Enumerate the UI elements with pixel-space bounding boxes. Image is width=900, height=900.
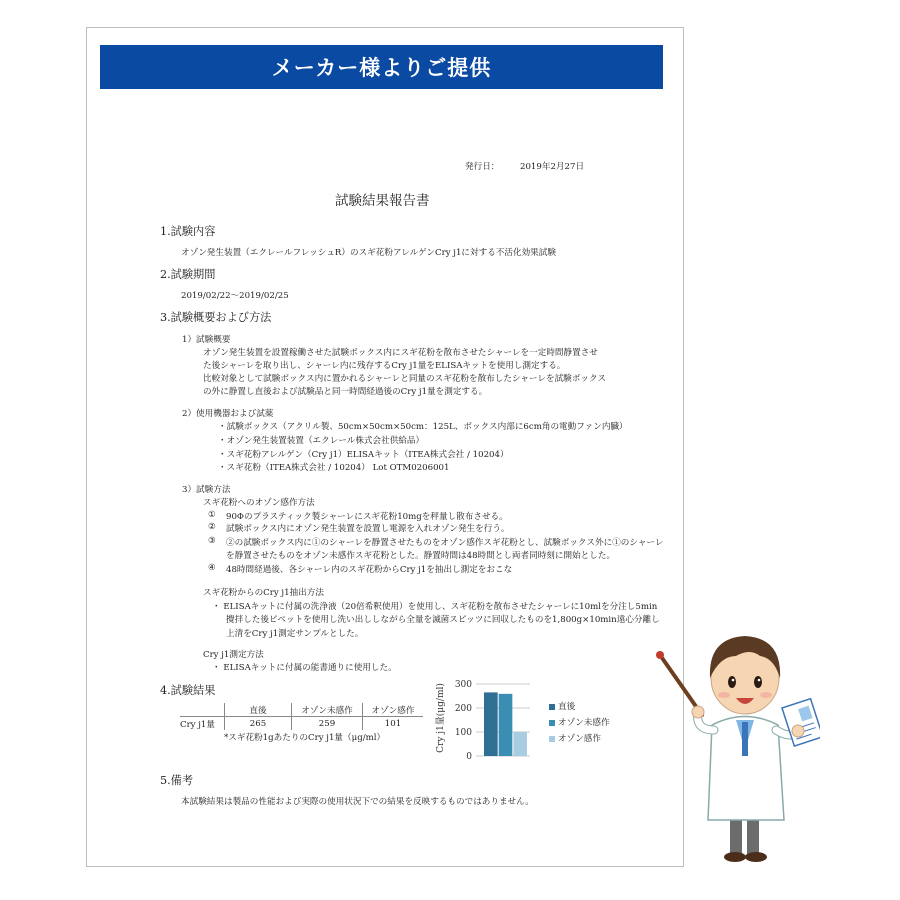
section-1-body: オゾン発生装置（エクレールフレッシュR）のスギ花粉アレルゲンCry j1に対する不活化効果試験: [181, 248, 556, 258]
table-cell: 259: [292, 717, 363, 731]
table-header-cell: オゾン感作: [363, 703, 424, 717]
step-number: ④: [208, 563, 216, 573]
extract-line: 攪拌した後ピペットを使用し洗い出ししながら全量を滅菌スピッツに回収したものを1,800g×10min遠心分離し: [226, 615, 660, 625]
issue-date: 2019年2月27日: [520, 162, 585, 172]
results-table: [180, 703, 423, 730]
section-5-heading: 5.備考: [160, 774, 194, 787]
sub1-line: た後シャーレを取り出し、シャーレ内に残存するCry j1量をELISAキットを使用し測定する。: [203, 361, 566, 371]
sub1-line: 比較対象として試験ボックス内に置かれるシャーレと同量のスギ花粉を散布したシャーレを試験ボックス: [203, 374, 607, 384]
issue-date-label: 発行日：: [465, 162, 500, 172]
section-2-heading: 2.試験期間: [160, 268, 216, 281]
extract-title: スギ花粉からのCry j1抽出方法: [203, 588, 324, 598]
chart-bar: [513, 732, 527, 756]
table-header-cell: [180, 703, 225, 717]
sub2-line: ・試験ボックス（アクリル製、50cm×50cm×50cm：125L、ボックス内部に6cm角の電動ファン内臓）: [218, 422, 628, 432]
measure-line: ・ ELISAキットに付属の能書通りに使用した。: [212, 663, 397, 673]
chart-y-tick-label: 100: [454, 728, 472, 738]
exposure-title: スギ花粉へのオゾン感作方法: [203, 498, 315, 508]
step-text: を静置させたものをオゾン未感作スギ花粉とした。静置時間は48時間とし両者同時刻に開始とした。: [226, 551, 616, 561]
table-cell: 265: [225, 717, 292, 731]
step-number: ①: [208, 510, 216, 520]
section-3-heading: 3.試験概要および方法: [160, 311, 272, 324]
chart-y-tick-label: 0: [466, 752, 472, 762]
table-row-label: Cry j1量: [180, 717, 225, 731]
section-5-body: 本試験結果は製品の性能および実際の使用状況下での結果を反映するものではありません。: [181, 797, 534, 807]
step-text: 48時間経過後、各シャーレ内のスギ花粉からCry j1を抽出し測定をおこな: [226, 565, 513, 575]
chart-y-axis-label: Cry j1量(μg/ml): [436, 683, 446, 753]
results-note: *スギ花粉1gあたりのCry j1量（μg/ml）: [224, 733, 386, 743]
sub1-line: の外に静置し直後および試験品と同一時間経過後のCry j1量を測定する。: [203, 387, 488, 397]
chart-bar: [484, 692, 498, 756]
step-text: ②の試験ボックス内に①のシャーレを静置させたものをオゾン感作スギ花粉とし、試験ボックス外に①のシャーレ: [226, 538, 664, 548]
sub3-title: 3）試験方法: [182, 485, 231, 495]
sub2-line: ・オゾン発生装置装置（エクレール株式会社供給品）: [218, 436, 425, 446]
chart-y-tick-label: 300: [454, 680, 472, 690]
step-text: 90Φのプラスティック製シャーレにスギ花粉10mgを秤量し散布させる。: [226, 512, 508, 522]
chart-y-tick-label: 200: [454, 704, 472, 714]
chart-bar: [499, 694, 513, 756]
table-header-cell: 直後: [225, 703, 292, 717]
table-header-cell: オゾン未感作: [292, 703, 363, 717]
sub1-line: オゾン発生装置を設置稼働させた試験ボックス内にスギ花粉を散布させたシャーレを一定時間静置させ: [203, 348, 598, 358]
legend-item: [549, 700, 575, 712]
banner-title: メーカー様よりご提供: [100, 45, 663, 89]
legend-label: 直後: [558, 702, 576, 712]
legend-label: オゾン未感作: [558, 718, 610, 728]
legend-swatch: [549, 704, 555, 710]
extract-line: 上清をCry j1測定サンプルとした。: [226, 629, 364, 639]
sub1-title: 1）試験概要: [182, 335, 231, 345]
section-4-heading: 4.試験結果: [160, 684, 216, 697]
measure-title: Cry j1測定方法: [203, 650, 264, 660]
extract-line: ・ ELISAキットに付属の洗浄液（20倍希釈使用）を使用し、スギ花粉を散布させたシャーレに10mlを分注し5min: [212, 602, 658, 612]
table-cell: 101: [384, 718, 402, 729]
step-number: ③: [208, 536, 216, 546]
legend-item: [549, 732, 601, 744]
legend-swatch: [549, 736, 555, 742]
step-text: 試験ボックス内にオゾン発生装置を設置し電源を入れオゾン発生を行う。: [226, 524, 510, 534]
section-2-body: 2019/02/22～2019/02/25: [181, 291, 289, 301]
results-table-header: [180, 703, 423, 717]
sub2-title: 2）使用機器および試薬: [182, 409, 274, 419]
report-title: 試験結果報告書: [335, 193, 430, 209]
legend-swatch: [549, 720, 555, 726]
doctor-mascot-illustration: [650, 600, 820, 865]
table-row: [180, 717, 423, 731]
section-1-heading: 1.試験内容: [160, 225, 216, 238]
legend-label: オゾン感作: [558, 734, 601, 744]
step-number: ②: [208, 522, 216, 532]
sub2-line: ・スギ花粉アレルゲン（Cry j1）ELISAキット（ITEA株式会社 / 10204）: [218, 450, 509, 460]
pointer-tip-icon: [656, 651, 664, 659]
sub2-line: ・スギ花粉（ITEA株式会社 / 10204） Lot OTM0206001: [218, 463, 450, 473]
legend-item: [549, 716, 610, 728]
